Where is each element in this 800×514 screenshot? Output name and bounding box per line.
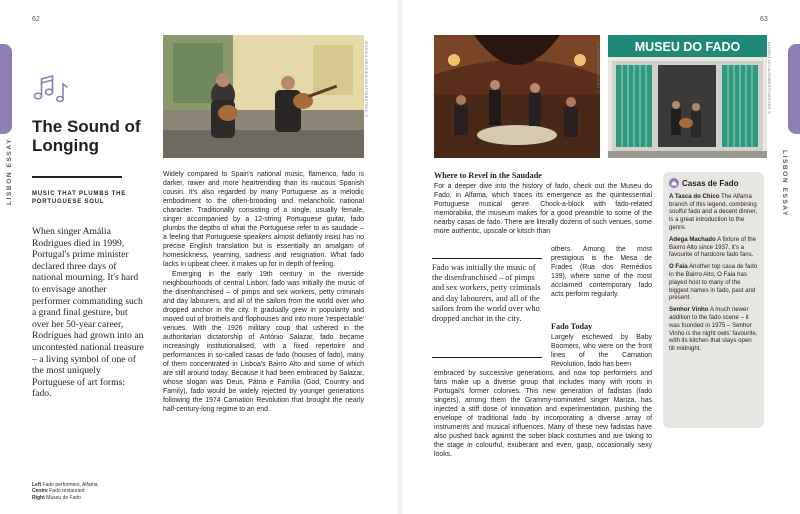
photo-museu-do-fado: [608, 35, 767, 158]
sidebar-entry: Senhor Vinho A much newer addition to the fado scene – it was founded in 1975 – Senhor Vinho is the night owls' favourite, with its kitchen that stays open till midnight.: [669, 306, 758, 353]
sidebar-entry: Adega Machado A fixture of the Bairro Alto since 1937, it's a favourite of hardcore fado fans.: [669, 235, 757, 259]
caption-left: Left Fado performers, Alfama: [32, 482, 98, 488]
music-notes-icon: [32, 74, 70, 104]
fado-today-paragraph: Largely eschewed by Baby Boomers, who were on the front lines of the Carnation Revolution, fado has been: [551, 334, 652, 369]
body-paragraph-2: Emerging in the early 19th century in the riverside neighbourhoods of central Lisbon, fado was initially the music of the disenfranchised – of pimps and sex workers, petty criminals and day labourers, and all of the sailors from the world over who dropped anchor in the city. It gradually grew in popularity and moved out of brothels and flophouses and into more 'respectable' venues. With the 1926 military coup that ushered in the authoritarian dictatorship of António Salazar, fado became increasingly institutionalised, with a fixed repertoire and performances in so-called casas de fado (houses of fado), many of them concentrated in Lisboa's Bairro Alto and some of which are still around today. Because it had been embraced by Salazar, whose slogan was Deus, Pátria e Família (God, Country and Family), fado would be widely rejected by younger generations following the 1974 Carnation Revolution that brought the nearly half-century-long regime to an end.: [163, 270, 364, 414]
sidebar-entry: O Faia Another top casa de fado in the Bairro Alto, O Faia has played host to many of the biggest names in fado, past and present.: [669, 263, 758, 302]
body-paragraph-1: Widely compared to Spain's national music, flamenco, fado is darker, rawer and more heartrending than its raucous Spanish cousin. It's also regarded by many Portuguese as a melodic embodiment to the often-brooding and melancholic national character. Traditionally consisting of a single, usually female, singer accompanied by a 12-string Portuguese guitar, fado plumbs the depths of what the Portuguese refer to as saudade – a feeling that Portuguese speakers almost defiantly insist has no precise English translation but is essentially an amalgam of homesickness, yearning, sadness and resignation. What fado lacks in upbeat cheer, it makes up for in depth of feeling.: [163, 171, 364, 269]
article-title: The Sound of Longing: [32, 117, 141, 155]
title-rule: [32, 176, 122, 178]
article-lede: When singer Amália Rodrigues died in 1999, Portugal's prime minister declared three days of national mourning. It's hard to envisage another performer commanding such a grand final gesture, but over her 50-year career, Rodrigues had grown into an uncontested national treasure – a living symbol of one of the most uniquely Portuguese of art forms: fado.: [32, 226, 144, 400]
pull-quote: Fado was initially the music of the disenfranchised – of pimps and sex workers, petty criminals and day labourers, and all of the sailors from the world over who dropped anchor in the city.: [432, 258, 542, 358]
fado-today-paragraph-continued: embraced by successive generations, and now top performers and fans make up a diverse group that includes many with roots in Portugal's former colonies. This new generation of fadistas (fado singers), among them the Grammy-nominated singer Mariza, has injected a stiff dose of innovation and experimentation, pushing the envelope of traditional fado by incorporating a diverse array of instruments and musical influences. Many of these new fadistas have also pushed back against the sober black costumes and are taking to the stage in colourful, exuberant and even, gasp, occasionally sexy looks.: [434, 370, 652, 459]
sidebar-title: Casas de Fado: [682, 179, 739, 188]
section-tab-left: [0, 44, 12, 134]
section-label-left: LISBON ESSAY: [6, 137, 13, 205]
museum-sign-text: MUSEU DO FADO: [634, 40, 741, 54]
heading-fado-today: Fado Today: [551, 322, 593, 331]
heading-where-to-revel: Where to Revel in the Saudade: [434, 171, 542, 180]
sidebar-entry: A Tasca do Chico The Alfama branch of this legend, combining soulful fado and a decent dinner, is a great introduction to the genre.: [669, 192, 758, 231]
page-number-left: 62: [32, 16, 40, 23]
page-gutter: [398, 0, 402, 514]
sidebar-header: [669, 178, 758, 190]
photo-credit-right: ALVARO LEIVA/ROBERTHARDING ©: [767, 42, 771, 115]
section-tab-right: [788, 44, 800, 134]
section-label-right: LISBON ESSAY: [781, 150, 788, 218]
photo-credit-centre: ALAMY/IMAGEBROKER ©: [596, 42, 600, 94]
photo-fado-restaurant: [434, 35, 600, 158]
photo-fado-performers: [163, 35, 364, 158]
revel-paragraph: For a deeper dive into the history of fado, check out the Museu do Fado, in Alfama, which traces its emergence as the quintessential Portuguese musical genre. Chock-a-block with fado-related memorabilia, the museum makes for a good preamble to some of the nearby casas de fado. There are literally dozens of such venues, some more authentic, upscale or kitsch than: [434, 183, 652, 236]
caption-centre: Centre Fado restaurant: [32, 488, 85, 495]
house-icon: [669, 178, 679, 190]
revel-paragraph-continued: others. Among the most prestigious is the Mesa de Frades (Rua dos Remédios 139), where some of the most acclaimed contemporary fado acts perform regularly.: [551, 246, 652, 299]
page-number-right: 63: [760, 16, 768, 23]
article-kicker: MUSIC THAT PLUMBS THE PORTUGUESE SOUL: [32, 191, 127, 205]
casas-de-fado-sidebar: [663, 172, 764, 428]
photo-credit-left: JESSICA DEVRIES/SHUTTERSTOCK ©: [364, 40, 368, 118]
caption-right: Right Museu do Fado: [32, 494, 81, 501]
body-column-left: [163, 170, 364, 414]
photo-captions: [32, 482, 98, 501]
